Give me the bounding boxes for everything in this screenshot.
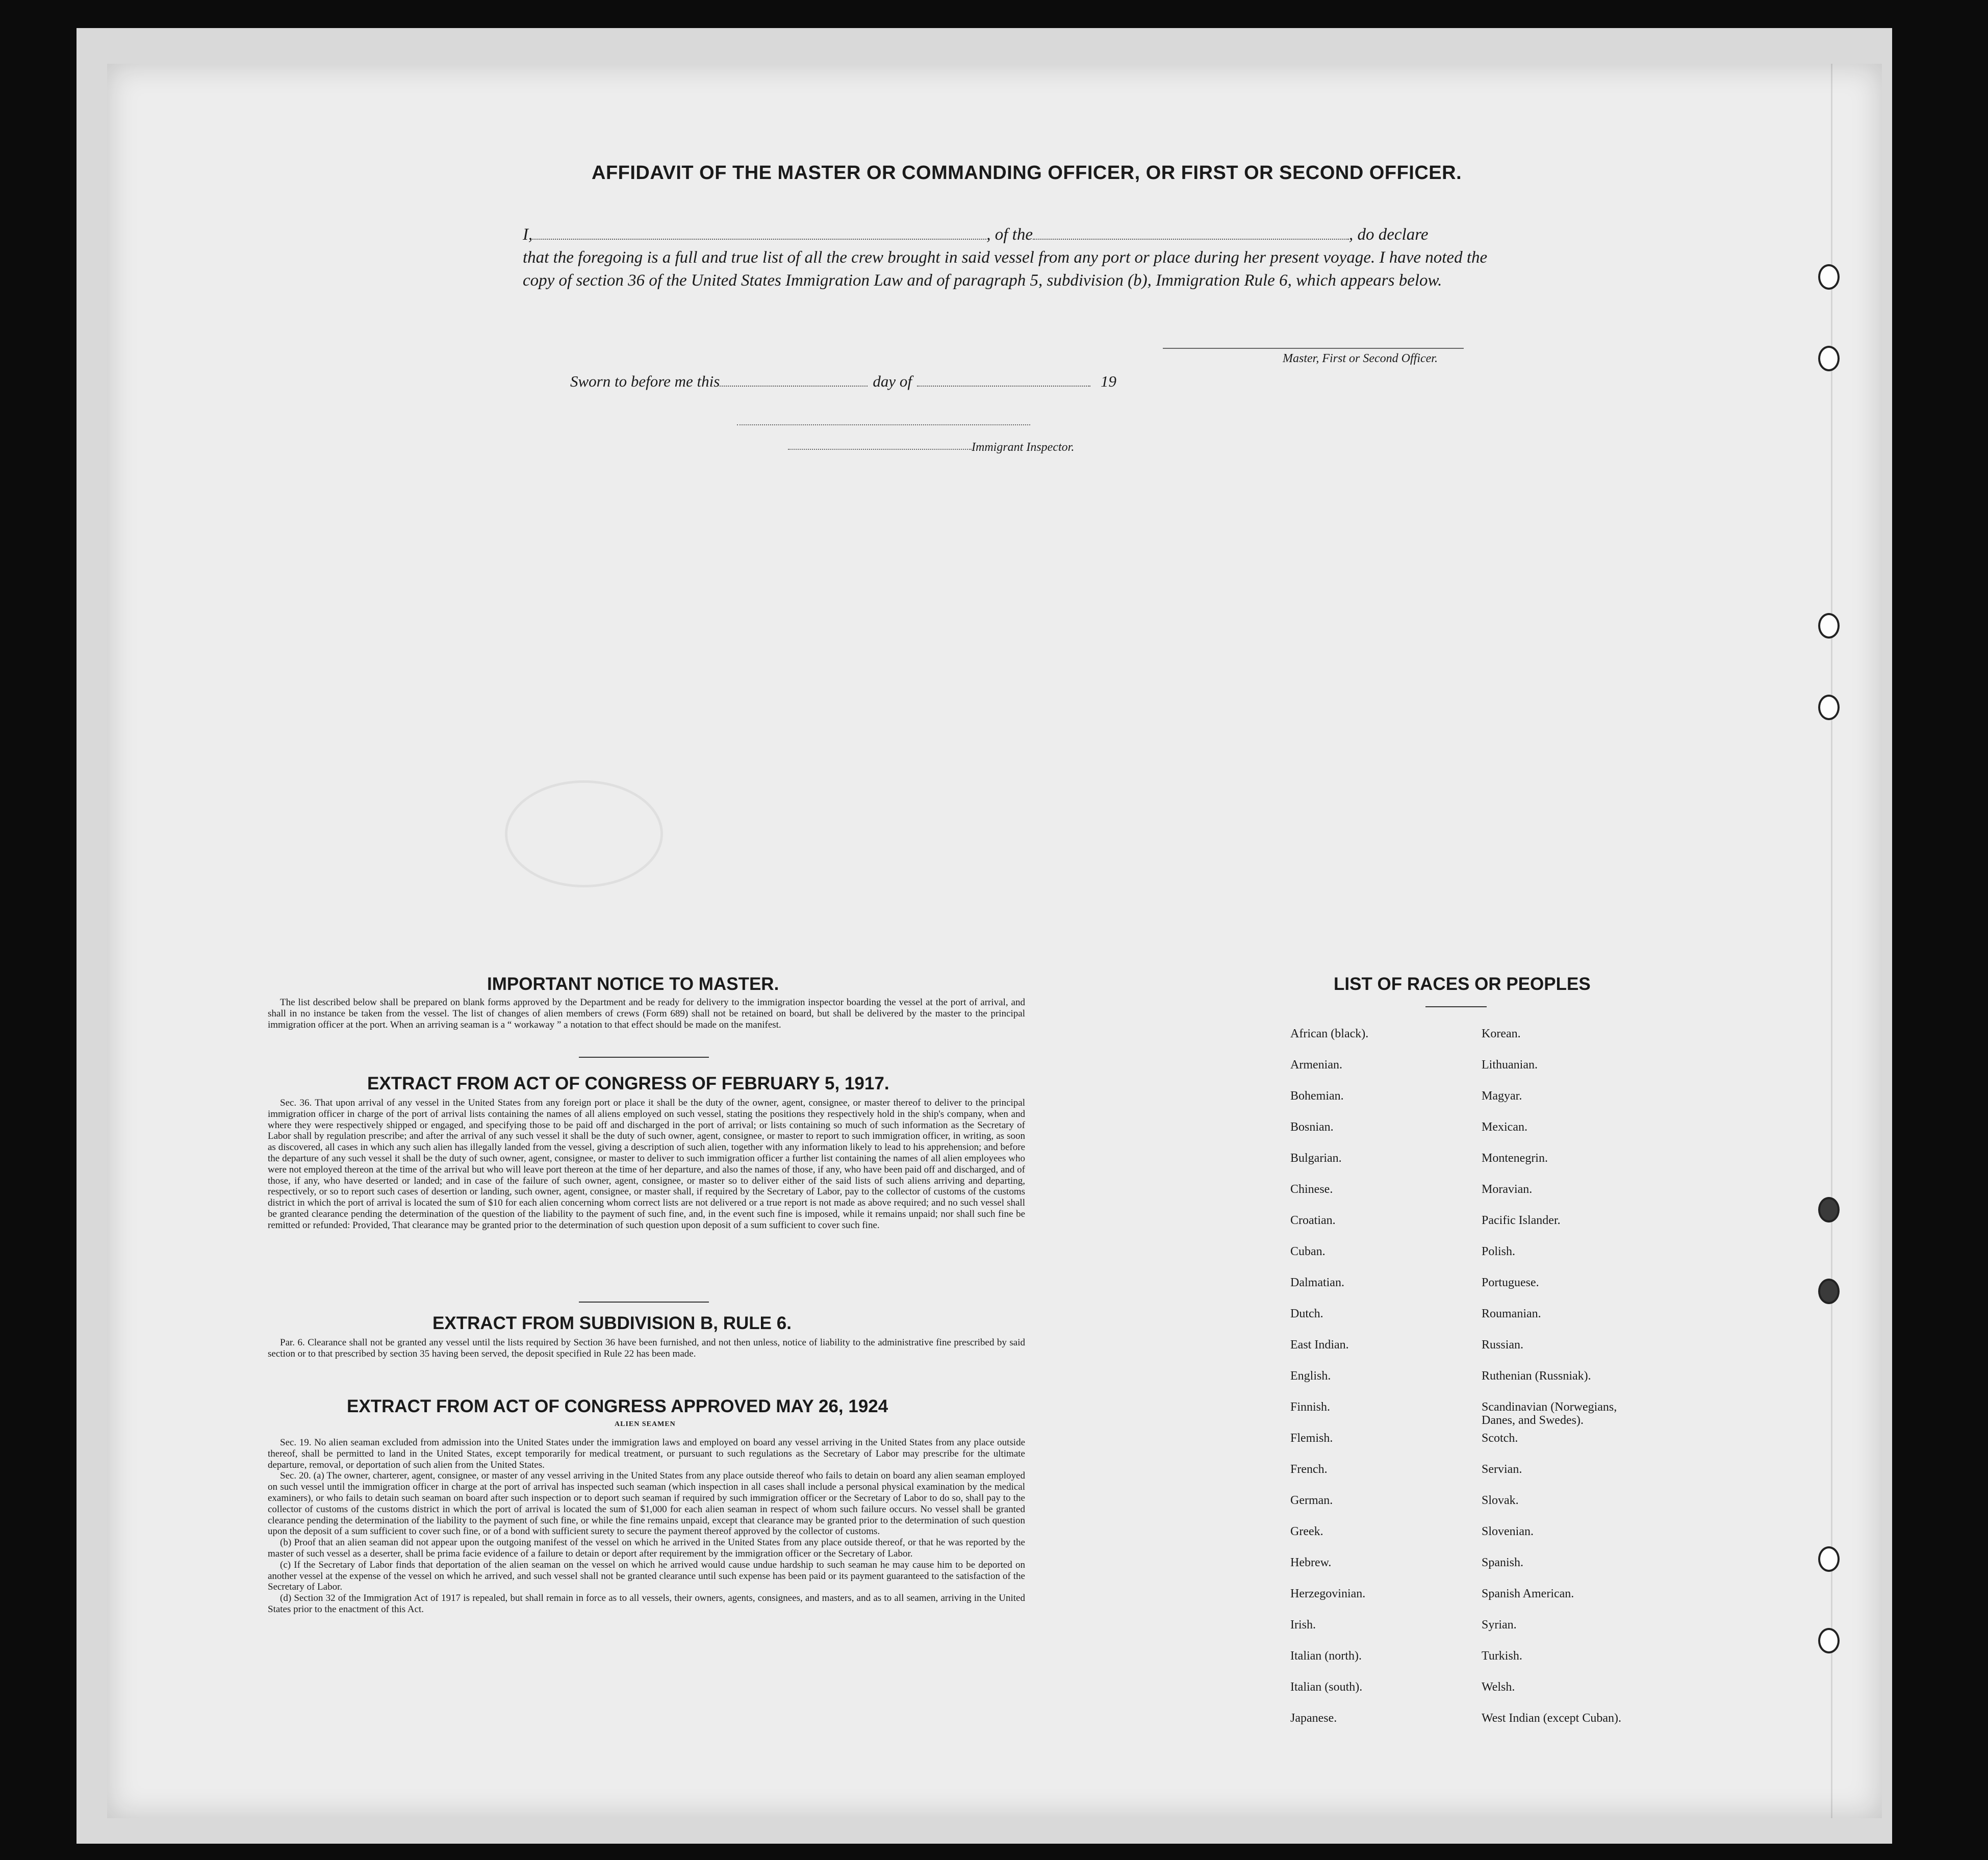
affidavit-line-1 (523, 223, 1497, 246)
notice-title: IMPORTANT NOTICE TO MASTER. (487, 974, 779, 994)
faded-stamp (505, 780, 663, 887)
race-item: Turkish. (1482, 1649, 1522, 1663)
extract-1924-subtitle: ALIEN SEAMEN (615, 1420, 676, 1428)
extract-1924-paragraph: (b) Proof that an alien seaman did not appear upon the outgoing manifest of the vessel on which he arrived in the United States from any place outside thereof, or that he was reported by the master of such vessel as a deserter, shall be prima facie evidence of a failure to detain or deport after requirement by the immigration officer or the Secretary of Labor. (268, 1537, 1025, 1559)
race-item: Italian (south). (1290, 1680, 1363, 1694)
binder-hole (1818, 1628, 1840, 1653)
sworn-day-of: day of (873, 372, 912, 390)
extract-1924-title: EXTRACT FROM ACT OF CONGRESS APPROVED MAY 26, 1924 (347, 1396, 888, 1416)
extract-1924-paragraph: (c) If the Secretary of Labor finds that deportation of the alien seaman on the vessel on which he arrived would cause undue hardship to such seaman he may cause him to be deported on another vessel at the expense of the vessel on which he arrived, and such vessel shall not be granted clearance until such expense has been paid or its payment guaranteed to the satisfaction of the Secretary of Labor. (268, 1559, 1025, 1593)
race-item: Dutch. (1290, 1307, 1323, 1320)
race-item: Herzegovinian. (1290, 1587, 1366, 1600)
race-item: Roumanian. (1482, 1307, 1541, 1320)
race-item: Scandinavian (Norwegians, Danes, and Swedes). (1482, 1400, 1617, 1427)
inspector-line-2[interactable] (788, 449, 972, 450)
race-item: Montenegrin. (1482, 1152, 1548, 1165)
race-item: Bulgarian. (1290, 1152, 1342, 1165)
race-item: African (black). (1290, 1027, 1369, 1040)
race-item: Syrian. (1482, 1618, 1517, 1632)
sworn-prefix: Sworn to before me this (570, 372, 720, 390)
inspector-line-1[interactable] (737, 424, 1030, 425)
sworn-month-blank[interactable] (917, 373, 1090, 387)
rule6-title: EXTRACT FROM SUBDIVISION B, RULE 6. (432, 1313, 792, 1333)
race-item: West Indian (except Cuban). (1482, 1712, 1621, 1725)
race-item: English. (1290, 1369, 1331, 1383)
binder-hole (1818, 613, 1840, 639)
name-blank[interactable] (532, 226, 986, 240)
race-item: Portuguese. (1482, 1276, 1539, 1289)
binder-hole (1818, 346, 1840, 371)
race-item: Polish. (1482, 1245, 1516, 1258)
races-right-column (1482, 1027, 1621, 1743)
race-item: German. (1290, 1494, 1333, 1507)
affidavit-text (523, 223, 1497, 292)
race-item: Servian. (1482, 1463, 1522, 1476)
race-item: Flemish. (1290, 1432, 1333, 1445)
extract-1924-paragraph: (d) Section 32 of the Immigration Act of 1917 is repealed, but shall remain in force as to all vessels, their owners, agents, consignees, and masters, and as to all seamen, arriving in the United States prior to the enactment of this Act. (268, 1593, 1025, 1615)
affidavit-of-the: , of the (986, 225, 1033, 244)
binder-hole (1818, 695, 1840, 720)
race-item: Magyar. (1482, 1089, 1522, 1103)
race-item: Spanish American. (1482, 1587, 1574, 1600)
sworn-year: 19 (1100, 372, 1116, 390)
race-item: Scotch. (1482, 1432, 1518, 1445)
affidavit-i: I, (523, 225, 533, 244)
race-item: Lithuanian. (1482, 1058, 1538, 1072)
race-item: Russian. (1482, 1338, 1524, 1352)
race-item: Dalmatian. (1290, 1276, 1344, 1289)
rule6-body (268, 1337, 1025, 1360)
rule6-paragraph: Par. 6. Clearance shall not be granted any vessel until the lists required by Section 36 have been furnished, and not then unless, notice of liability to the administrative fine prescribed by said section or to that prescribed by section 35 having been served, the deposit specified in Rule 22 has been made. (268, 1337, 1025, 1359)
vessel-blank[interactable] (1033, 226, 1349, 240)
race-item: Moravian. (1482, 1183, 1533, 1196)
signature-line[interactable] (1163, 348, 1464, 349)
race-item: French. (1290, 1463, 1328, 1476)
notice-paragraph: The list described below shall be prepared on blank forms approved by the Department and be ready for delivery to the immigration inspector boarding the vessel at the port of arrival, and shall in no instance be taken from the vessel. The list of changes of alien members of crews (Form 689) shall not be retained on board, but shall be delivered by the master to the principal immigration officer at the port. When an arriving seaman is a “ workaway ” a notation to that effect should be made on the manifest. (268, 997, 1025, 1030)
race-item: Pacific Islander. (1482, 1214, 1561, 1227)
affidavit-title: AFFIDAVIT OF THE MASTER OR COMMANDING OFFICER, OR FIRST OR SECOND OFFICER. (592, 162, 1462, 184)
affidavit-declare: , do declare (1348, 225, 1429, 244)
race-item: Mexican. (1482, 1120, 1527, 1134)
affidavit-body: that the foregoing is a full and true list of all the crew brought in said vessel from any port or place during her present voyage. I have noted the copy of section 36 of the United States Immigration Law and of paragraph 5, subdivision (b), Immigration Rule 6, which appears below. (523, 248, 1488, 290)
race-item: Bohemian. (1290, 1089, 1344, 1103)
races-title: LIST OF RACES OR PEOPLES (1334, 974, 1591, 994)
binder-hole (1818, 1197, 1840, 1222)
race-item: Slovak. (1482, 1494, 1519, 1507)
race-item: Irish. (1290, 1618, 1316, 1632)
race-item: Bosnian. (1290, 1120, 1334, 1134)
extract-1924-body (268, 1437, 1025, 1615)
races-divider (1425, 1006, 1487, 1007)
extract-1924-paragraph: Sec. 20. (a) The owner, charterer, agent, consignee, or master of any vessel arriving in the United States from any place outside thereof who fails to detain on board any alien seaman employed on such vessel until the immigration officer in charge at the port of arrival has inspected such seaman (which inspection in all cases shall include a personal physical examination by the medical examiners), or who fails to detain such seaman on board after such inspection or to deport such seaman if required by such immigration officer or the Secretary of Labor to do so, shall pay to the collector of customs of the customs district in which the port of arrival is located the sum of $1,000 for each alien seaman in respect of whom such failure occurs. No vessel shall be granted clearance pending the determination of the liability to the payment of such fine, or while the fine remains unpaid, except that clearance may be granted prior to the determination of such question upon the deposit of a sum sufficient to cover such fine, or of a bond with sufficient surety to secure the payment thereof approved by the collector of customs. (268, 1470, 1025, 1537)
binder-hole (1818, 1546, 1840, 1572)
race-item: Hebrew. (1290, 1556, 1332, 1569)
extract-1917-body (268, 1098, 1025, 1231)
race-item: Spanish. (1482, 1556, 1524, 1569)
race-item: Finnish. (1290, 1400, 1331, 1414)
extract-1917-title: EXTRACT FROM ACT OF CONGRESS OF FEBRUARY 5, 1917. (367, 1074, 889, 1093)
race-item: Armenian. (1290, 1058, 1342, 1072)
race-item: East Indian. (1290, 1338, 1349, 1352)
race-item: Japanese. (1290, 1712, 1337, 1725)
race-item: Ruthenian (Russniak). (1482, 1369, 1591, 1383)
races-left-column (1290, 1027, 1368, 1743)
signature-label: Master, First or Second Officer. (1283, 352, 1438, 365)
race-item: Croatian. (1290, 1214, 1336, 1227)
inspector-label: Immigrant Inspector. (972, 441, 1075, 454)
race-item: Italian (north). (1290, 1649, 1362, 1663)
binder-hole (1818, 264, 1840, 290)
extract-1917-paragraph: Sec. 36. That upon arrival of any vessel in the United States from any foreign port or place it shall be the duty of the owner, agent, consignee, or master thereof to deliver to the principal immigration officer in charge of the port of arrival lists containing the names of all aliens employed on such vessel, stating the positions they respectively hold in the ship's company, when and where they were respectively shipped or engaged, and specifying those to be paid off and discharged in the port of arrival; or lists containing so much of such information as the Secretary of Labor shall by regulation prescribe; and after the arrival of any such vessel it shall be the duty of such owner, agent, consignee, or master to report to such immigration officer, in writing, as soon as discovered, all cases in which any such alien has illegally landed from the vessel, giving a description of such alien, together with any information likely to lead to his apprehension; and before the departure of any such vessel it shall be the duty of such owner, agent, consignee, or master to deliver to such immigration officer a further list containing the names of all alien employees who were not employed thereon at the time of the arrival but who will leave port thereon at the time of her departure, and also the names of those, if any, who have been paid off and discharged, and of those, if any, who have deserted or landed; and in case of the failure of such owner, agent, consignee, or master so to deliver either of the said lists of such aliens arriving and departing, respectively, or so to report such cases of desertion or landing, such owner, agent, consignee, or master shall, if required by the Secretary of Labor, pay to the collector of customs of the customs district in which the port of arrival is located the sum of $10 for each alien concerning whom correct lists are not delivered or a true report is not made as above required; and no such vessel shall be granted clearance pending the determination of the question of the liability to the payment of such fine, and, in the event such fine is imposed, while it remains unpaid; nor shall such fine be remitted or refunded: Provided, That clearance may be granted prior to the determination of such question upon deposit of a sum sufficient to cover such fine. (268, 1098, 1025, 1231)
notice-body (268, 997, 1025, 1030)
race-item: Cuban. (1290, 1245, 1326, 1258)
sworn-line (570, 372, 1116, 391)
extract-1924-paragraph: Sec. 19. No alien seaman excluded from admission into the United States under the immigration laws and employed on board any vessel arriving in the United States from any place outside thereof, shall be permitted to land in the United States, except temporarily for medical treatment, or pursuant to such regulations as the Secretary of Labor may prescribe for the ultimate departure, removal, or deportation of such alien from the United States. (268, 1437, 1025, 1470)
section-divider (579, 1302, 709, 1303)
sworn-day-blank[interactable] (720, 373, 868, 387)
section-divider (579, 1057, 709, 1058)
race-item: Korean. (1482, 1027, 1521, 1040)
race-item: Welsh. (1482, 1680, 1515, 1694)
race-item: Chinese. (1290, 1183, 1333, 1196)
race-item: Greek. (1290, 1525, 1323, 1538)
race-item: Slovenian. (1482, 1525, 1534, 1538)
binder-hole (1818, 1279, 1840, 1304)
